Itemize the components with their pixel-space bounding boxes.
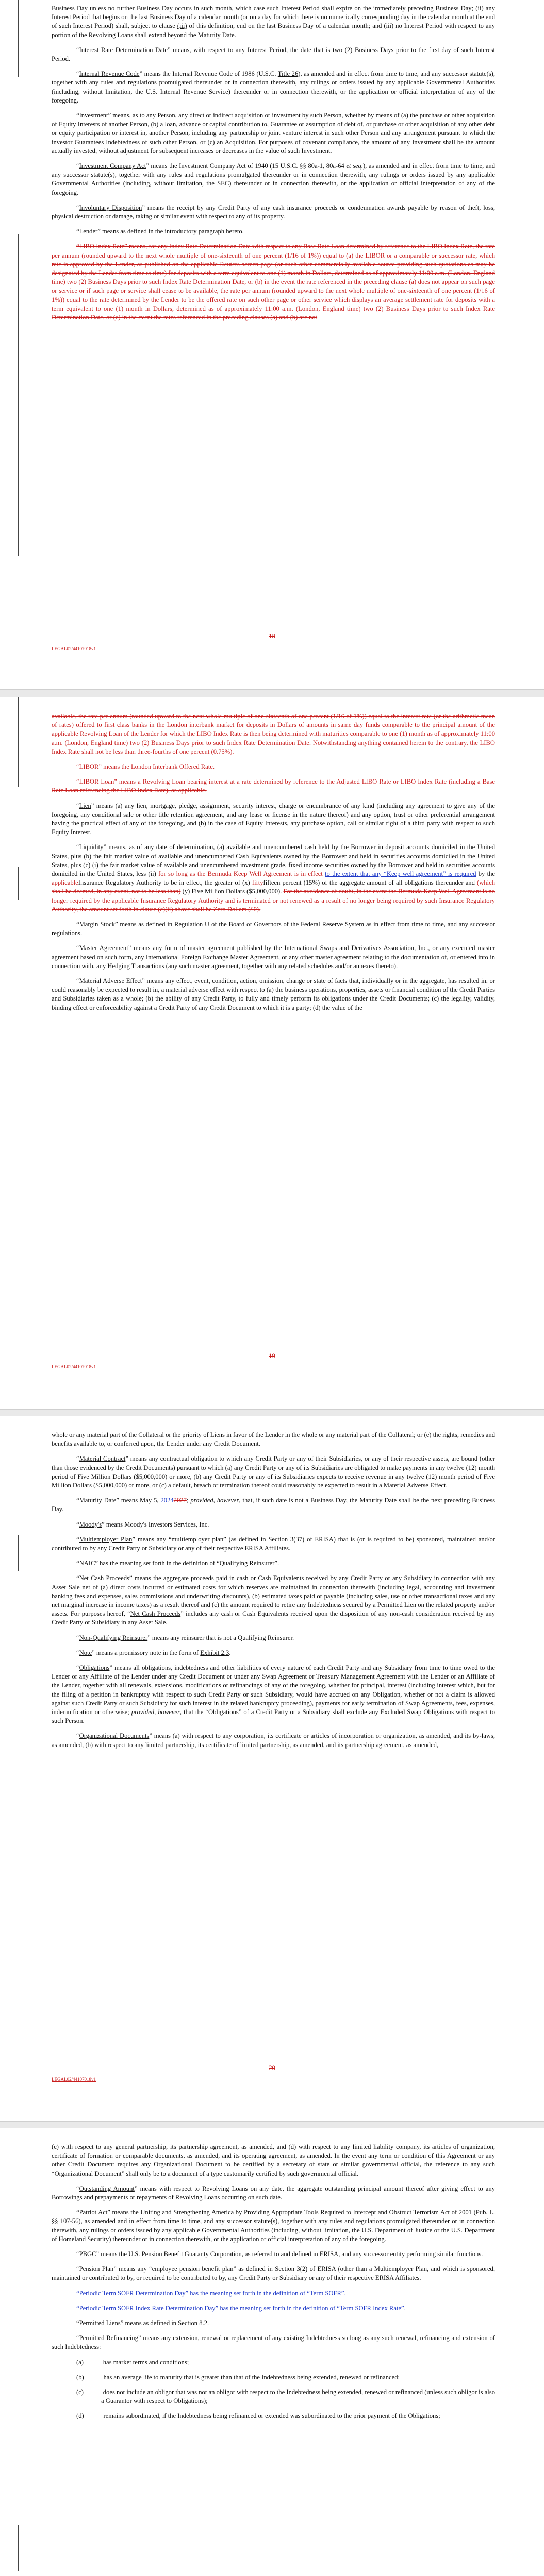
text-run: “ — [76, 1634, 79, 1641]
text-run: Title 26 — [277, 70, 299, 78]
text-run: ” means, as of any date of determination, (a) available and unencumbered cash held by the Borrower in deposit accounts domiciled in the United States, plus (b) the fair market value of available and unencumbered Cash Equivalents owned by the Borrower and held in securities accounts domiciled in the United States, plus (c) (i) the fair market value of available and unencumbered investment grade, fixed income securities owned by the Borrower and held in securities accounts domiciled in the United States, less (ii) — [52, 843, 495, 878]
text-run: (c) does not include an obligor that was not an obligor with respect to the Indebtedness being extended, renewed or refinanced (unless such obligor is also a Guarantor with respect to Obligations); — [76, 2388, 495, 2405]
text-run: “ — [76, 112, 79, 120]
change-bar — [18, 234, 19, 556]
inserted-text: 2024 — [160, 1497, 174, 1504]
paragraph — [52, 242, 495, 322]
text-run: Investment — [79, 112, 108, 120]
text-run: ” has the meaning set forth in the definition of “ — [95, 1560, 220, 1567]
deleted-text: “LIBOR Loan” means a Revolving Loan bearing interest at a rate determined by reference to the Adjusted LIBO Rate or LIBO Index Rate (including a Base Rate Loan referencing the LIBO Index Rate), as applicable. — [52, 778, 495, 794]
text-run: ), as amended and in effect from time to time, and any successor statute(s), together with any rules and regulations promulgated thereunder or in connection therewith, any rulings or orders issued by any applicable Governmental Authorities (including, without limitation, the SEC) thereunder or in connection therewith, or the application or official interpretation of any of the foregoing. — [52, 162, 496, 196]
text-run: ” includes any cash or Cash Equivalents received upon the disposition of any non-cash consideration received by any Credit Party or Subsidiary in any Asset Sale. — [52, 1610, 495, 1626]
page-number-deleted: 19 — [269, 1352, 275, 1360]
page-body — [52, 1431, 495, 1756]
paragraph — [52, 1559, 495, 1568]
inserted-text: “Periodic Term SOFR Determination Day” has the meaning set forth in the definition of “Term SOFR”. — [76, 2289, 346, 2297]
text-run: Maturity Date — [79, 1497, 117, 1504]
paragraph — [52, 1535, 495, 1553]
text-run: Multiemployer Plan — [79, 1535, 133, 1543]
text-run: Section 8.2 — [178, 2319, 207, 2327]
text-run: fifteen percent (15%) of the aggregate amount of all obligations thereunder and — [263, 879, 477, 887]
change-bar — [18, 2525, 19, 2571]
text-run: (c) with respect to any general partnership, its partnership agreement, as amended, and (d) with respect to any limited liability company, its articles of organization, certificate of formation or comparable documents, as amended, and its operating agreement, as amended. In the event any term or condition of this Agreement or any other Credit Document requires any Organizational Document to be certified by a secretary of state or similar governmental official, the reference to any such “Organizational Document” shall only be to a document of a type customarily certified by such governmental official. — [52, 2143, 495, 2177]
paragraph — [52, 204, 495, 221]
text-run: Involuntary Disposition — [79, 204, 142, 211]
text-run: “ — [76, 802, 79, 809]
deleted-text: available, the rate per annum (rounded upward to the next whole multiple of one-sixteenth of one percent (1/16 of 1%)) equal to the interest rate (or the arithmetic mean of rates) offered to first class banks in the London interbank market for deposits in Dollars of amounts in same day funds comparable to the principal amount of the applicable Revolving Loan of the Lender for which the LIBO Index Rate is then being determined with maturities comparable to one (1) month as of approximately 11:00 a.m. (London, England time) two (2) Business Days prior to such Index Rate Determination Date. Notwithstanding anything contained herein to the contrary, the LIBO Index Rate shall not be less than three-fourths of one percent (0.75%). — [52, 713, 495, 755]
text-run: . — [207, 2319, 209, 2327]
text-run: “ — [76, 46, 79, 54]
text-run: Net Cash Proceeds — [79, 1574, 129, 1582]
text-run: “ — [76, 1664, 79, 1672]
paragraph — [52, 2412, 495, 2420]
paragraph — [52, 777, 495, 795]
text-run: ” means the U.S. Pension Benefit Guaranty Corporation, as referred to and defined in ERISA, and any successor entity performing similar functions. — [96, 2250, 483, 2258]
paragraph — [52, 712, 495, 756]
text-run: “ — [76, 2265, 79, 2273]
deleted-text: (which shall be deemed, in any event, not to be less than) — [52, 879, 495, 895]
text-run: “ — [76, 1560, 79, 1567]
paragraph — [52, 1431, 495, 1448]
text-run: ” means a promissory note in the form of — [92, 1649, 201, 1656]
text-run: Exhibit 2.3 — [200, 1649, 229, 1656]
paragraph — [52, 46, 495, 63]
text-run: ” means the Internal Revenue Code of 1986 (U.S.C. — [139, 70, 278, 78]
text-run: by the — [476, 870, 495, 878]
text-run: , that, if such date is not a Business Day, the Maturity Date shall be the next preceding Business Day. — [52, 1497, 495, 1513]
strike-mark — [52, 851, 492, 928]
text-run: (iii) — [177, 22, 187, 30]
page-4 — [0, 2128, 544, 2576]
text-run: “ — [76, 1520, 79, 1528]
text-run: ” means the Investment Company Act of 1940 (15 U.S.C. §§ 80a-1, 80a-64 — [146, 162, 347, 170]
change-bar — [18, 867, 19, 900]
text-run: “ — [76, 162, 79, 170]
paragraph — [52, 977, 495, 1012]
text-run: ” means as defined in Regulation U of the Board of Governors of the Federal Reserve System as in effect from time to time, and any successor regulations. — [52, 921, 495, 937]
paragraph — [52, 227, 495, 236]
paragraph — [52, 2265, 495, 2282]
change-bar — [18, 1535, 19, 1571]
text-run: NAIC — [79, 1560, 95, 1567]
text-run: ” means all obligations, indebtedness and other liabilities of every nature of each Credit Party and any Subsidiary from time to time owed to the Lender or any Affiliate of the Lender under any Credit Document or under any Swap Agreement or Treasury Management Agreement with the Lender or an Affiliate of the Lender, together with all renewals, extensions, modifications or refinancings of any of the foregoing, whether for principal, interest (including interest which, but for the filing of a petition in bankruptcy with respect to such Credit Party or such Subsidiary, would have accrued on any Obligation, whether or not a claim is allowed against such Credit Party or such Subsidiary for such interest in the related bankruptcy proceeding), payments for early termination of Swap Agreements, fees, expenses, indemnification or otherwise; — [52, 1664, 495, 1716]
text-run: Obligations — [79, 1664, 110, 1672]
text-run: Master Agreement — [79, 944, 128, 952]
paragraph — [52, 2334, 495, 2351]
document-id-footer: LEGAL02/44107018v1 — [52, 1364, 96, 1369]
paragraph — [52, 2388, 495, 2405]
deleted-text: “LIBO Index Rate” means, for any Index Rate Determination Date with respect to any Base Rate Loan determined by reference to the LIBO Index Rate, the rate per annum (rounded upward to the next whole multiple of one-sixteenth of one percent (1/16 of 1%)) equal to (a) the LIBOR or a comparable or successor rate, which rate is approved by the Lender, as published on the applicable Reuters screen page (or such other commercially available source providing such quotations as may be designated by the Lender from time to time) for deposits with a term equivalent to one (1) month in Dollars, determined as of approximately 11:00 a.m. (London, England time) two (2) Business Days prior to such Index Rate Determination Date, or (b) in the event the rate referenced in the preceding clause (a) does not appear on such page or service or if such page or service shall cease to be available, the rate per annum (rounded upward to the next whole multiple of one-sixteenth of one percent (1/16 of 1%)) equal to the rate determined by the Lender to be the offered rate on such other page or other service which displays an average settlement rate for deposits with a term equivalent to one (1) month in Dollars, determined as of approximately 11:00 a.m. (London, England time) two (2) Business Days prior to such Index Rate Determination Date, or (c) in the event the rates referenced in the preceding clauses (a) and (b) are not — [52, 243, 495, 321]
text-run: (d) remains subordinated, if the Indebtedness being refinanced or extended was subordinated to the prior payment of the Obligations; — [76, 2412, 440, 2420]
text-run: ” means Moody's Investors Services, Inc. — [102, 1520, 209, 1528]
text-run: ” means as defined in the introductory paragraph hereto. — [97, 228, 244, 235]
text-run: of this definition, end on the last Business Day of a calendar month; and (iii) no Interest Period with respect to any portion of the Revolving Loans shall extend beyond the Maturity Date. — [52, 22, 496, 39]
deleted-text: fifty — [252, 879, 263, 887]
paragraph — [52, 1496, 495, 1514]
text-run: ” means the aggregate proceeds paid in cash or Cash Equivalents received by any Credit Party or any Subsidiary in connection with any Asset Sale net of (a) direct costs incurred or estimated costs for which reserves are maintained in connection therewith (including legal, accounting and investment banking fees and expenses, sales commissions and underwriting discounts), (b) estimated taxes paid or payable (including sales, use or other transactional taxes and any net marginal increase in income taxes) as a result thereof and (c) the amount required to retire any Indebtedness secured by a Permitted Lien on the related property and/or assets. For purposes hereof, “ — [52, 1574, 495, 1618]
text-run: ” means the receipt by any Credit Party of any cash insurance proceeds or condemnation awards payable by reason of theft, loss, physical destruction or damage, taking or similar event with respect to any of its property. — [52, 204, 495, 221]
text-run: provided — [190, 1497, 213, 1504]
text-run: “ — [76, 70, 79, 78]
paragraph — [52, 2184, 495, 2202]
text-run: (b) has an average life to maturity that is greater than that of the Indebtedness being extended, renewed or refinanced; — [76, 2373, 400, 2381]
paragraph — [52, 1634, 495, 1642]
text-run: “ — [76, 1574, 79, 1582]
text-run: “ — [76, 2250, 79, 2258]
text-run: ” means any “multiemployer plan” (as defined in Section 3(37) of ERISA) that is (or is required to be) sponsored, maintained and/or contributed to by any Credit Party or Subsidiary or any of their respective ERISA Affiliates. — [52, 1535, 495, 1552]
text-run: provided — [131, 1708, 155, 1716]
paragraph — [52, 2319, 495, 2328]
deleted-text: “LIBOR” means the London Interbank Offered Rate. — [76, 763, 215, 771]
text-run: ”. — [274, 1560, 279, 1567]
text-run: “ — [76, 228, 79, 235]
paragraph — [52, 762, 495, 771]
deleted-text: 2027 — [173, 1497, 187, 1504]
page-body — [52, 4, 495, 328]
paragraph — [52, 2358, 495, 2367]
paragraph — [52, 1454, 495, 1490]
change-bar — [18, 0, 19, 77]
paragraph — [52, 1732, 495, 1749]
text-run: Permitted Refinancing — [79, 2334, 138, 2342]
text-run: , — [213, 1497, 217, 1504]
paragraph — [52, 1649, 495, 1657]
text-run: ” means (a) any lien, mortgage, pledge, assignment, security interest, charge or encumbrance of any kind (including any agreement to give any of the foregoing, any conditional sale or other title retention agreement, and any lease or license in the nature thereof) and any option, trust or other preferential arrangement having the practical effect of any of the foregoing, and (b) in the case of Equity Interests, any purchase option, call or similar right of a third party with respect to such Equity Interest. — [52, 802, 495, 836]
text-run: Qualifying Reinsurer — [219, 1560, 275, 1567]
text-run: ” means May 5, — [116, 1497, 161, 1504]
text-run: “ — [76, 1732, 79, 1740]
text-run: “ — [76, 1497, 79, 1504]
deleted-text: applicable — [52, 879, 78, 887]
paragraph — [52, 944, 495, 971]
change-bar — [18, 697, 19, 787]
text-run: Material Contract — [79, 1455, 126, 1463]
inserted-text: to the extent that any “Keep well agreement” is required — [325, 870, 476, 878]
deleted-text: for so long as the Bermuda Keep Well Agreement is in effect — [158, 870, 323, 878]
paragraph — [52, 2143, 495, 2178]
text-run: Permitted Liens — [79, 2319, 121, 2327]
text-run: ; — [186, 1497, 191, 1504]
paragraph — [52, 162, 495, 197]
text-run: Note — [79, 1649, 92, 1656]
paragraph — [52, 111, 495, 156]
text-run: Outstanding Amount — [79, 2184, 135, 2192]
paragraph — [52, 802, 495, 837]
paragraph — [52, 1664, 495, 1725]
paragraph — [52, 70, 495, 105]
text-run: Investment Company Act — [79, 162, 146, 170]
paragraph — [52, 1520, 495, 1529]
text-run: “ — [76, 1535, 79, 1543]
page-number-deleted: 18 — [269, 633, 275, 640]
text-run: Insurance Regulatory Authority to be in effect, the greater of (x) — [78, 879, 252, 887]
text-run: Interest Rate Determination Date — [79, 46, 168, 54]
text-run: , that the “Obligations” of a Credit Party or a Subsidiary shall exclude any Excluded Swap Obligations with respect to such Person. — [52, 1708, 495, 1725]
text-run: Lien — [79, 802, 91, 809]
page-2 — [0, 697, 544, 1409]
text-run: whole or any material part of the Collateral or the priority of Liens in favor of the Lender in the whole or any material part of the Collateral; or (e) the rights, remedies and benefits available to, or conferred upon, the Lender under any Credit Document. — [52, 1431, 495, 1448]
text-run: ” means the Uniting and Strengthening America by Providing Appropriate Tools Required to Intercept and Obstruct Terrorism Act of 2001 (Pub. L. §§ 107-56), as amended and in effect from time to time, and any successor statute(s), together with any rules and regulations promulgated thereunder or in connection therewith, any rulings or orders issued by any applicable Governmental Authorities (including, without limitation, the U.S. Department of Justice or the U.S. Department of Homeland Security) thereunder or in connection therewith, or the application or official interpretation of any of the foregoing. — [52, 2209, 495, 2243]
inserted-text: “Periodic Term SOFR Index Rate Determination Day” has the meaning set forth in the definition of “Term SOFR Index Rate”. — [76, 2304, 406, 2312]
text-run: however — [217, 1497, 239, 1504]
text-run: Non-Qualifying Reinsurer — [79, 1634, 148, 1641]
text-run: however — [158, 1708, 180, 1716]
paragraph — [52, 1574, 495, 1627]
text-run: ” means any reinsurer that is not a Qualifying Reinsurer. — [147, 1634, 294, 1641]
text-run: Internal Revenue Code — [79, 70, 140, 78]
text-run: ” means as defined in — [120, 2319, 178, 2327]
page-3 — [0, 1416, 544, 2121]
document-id-footer: LEGAL02/44107018v1 — [52, 2077, 96, 2082]
text-run: “ — [76, 944, 79, 952]
paragraph — [52, 2304, 495, 2313]
text-run: ” means any “employee pension benefit plan” as defined in Section 3(2) of ERISA (other than a Multiemployer Plan, and which is sponsored, maintained or contributed to by, or required to be contributed to by, any Credit Party or Subsidiary or any of their respective ERISA Affiliates. — [52, 2265, 495, 2282]
deleted-text: For the avoidance of doubt, in the event the Bermuda Keep Well Agreement is no longer required by the applicable Insurance Regulatory Authority and is terminated or not renewed as a result of no longer being required by such Insurance Regulatory Authority, the amount set forth in clause (c)(ii) above shall be Zero Dollars ($0). — [52, 888, 496, 913]
text-run: et seq. — [346, 162, 363, 170]
text-run: Material Adverse Effect — [79, 977, 142, 985]
text-run: ), as amended and in effect from time to time, and any successor statute(s), together with any rules and regulations promulgated thereunder or in connection therewith, any rulings or orders issued by any applicable Governmental Authorities (including, without limitation, the U.S. Internal Revenue Service) thereunder or in connection therewith, or the application or official interpretation of any of the foregoing. — [52, 70, 495, 104]
text-run: “ — [76, 2184, 79, 2192]
text-run: “ — [76, 2319, 79, 2327]
text-run: Patriot Act — [79, 2209, 108, 2216]
text-run: (a) has market terms and conditions; — [76, 2358, 189, 2366]
text-run: Lender — [79, 228, 98, 235]
text-run: Organizational Documents — [79, 1732, 150, 1740]
page-number-deleted: 20 — [269, 2064, 275, 2072]
page-body — [52, 2143, 495, 2427]
text-run: ” means with respect to Revolving Loans on any date, the aggregate outstanding principal amount thereof after giving effect to any Borrowings and prepayments or repayments of Revolving Loans occurring on such date. — [52, 2184, 495, 2201]
text-run: ” means any contractual obligation to which any Credit Party or any of their Subsidiaries, or any of their respective assets, are bound (other than those evidenced by the Credit Documents) pursuant to which (a) any Credit Party or any of its Subsidiaries are obligated to make payments in any twelve (12) month period of Five Million Dollars ($5,000,000) or more, (b) any Credit Party or any of its Subsidiaries expects to receive revenue in any twelve (12) month period of Five Million Dollars ($5,000,000) or more, or (c) a default, breach or termination thereof could reasonably be expected to result in a Material Adverse Effect. — [52, 1455, 495, 1489]
text-run: PBGC — [79, 2250, 96, 2258]
text-run: “ — [76, 1455, 79, 1463]
text-run: “ — [76, 204, 79, 211]
text-run: ” means any extension, renewal or replacement of any existing Indebtedness so long as any such renewal, refinancing and extension of such Indebtedness: — [52, 2334, 495, 2351]
text-run: ” means, with respect to any Interest Period, the date that is two (2) Business Days prior to the first day of such Interest Period. — [52, 46, 495, 63]
text-run: Margin Stock — [79, 921, 115, 928]
text-run: Liquidity — [79, 843, 104, 851]
text-run: “ — [76, 1649, 79, 1656]
page-number — [0, 633, 544, 640]
text-run: ” means any form of master agreement published by the International Swaps and Derivatives Association, Inc., or any executed master agreement based on such form, any International Foreign Exchange Master Agreement, or any other master agreement relating to the documentation of, or entered into in connection with, any Hedging Transactions (any such master agreement, together with any related schedules and/or annexes thereto). — [52, 944, 495, 970]
paragraph — [52, 4, 495, 40]
text-run: Net Cash Proceeds — [130, 1610, 181, 1618]
text-run: Moody's — [79, 1520, 102, 1528]
paragraph — [52, 2289, 495, 2298]
page-number — [0, 1352, 544, 1360]
paragraph — [52, 2250, 495, 2259]
text-run: “ — [76, 977, 79, 985]
text-run: “ — [76, 2209, 79, 2216]
text-run: “ — [76, 921, 79, 928]
text-run: ” means (a) with respect to any corporation, its certificate or articles of incorporation or organization, as amended, and its by-laws, as amended, (b) with respect to any limited partnership, its certificate of limited partnership, as amended, and its partnership agreement, as amended, — [52, 1732, 495, 1749]
text-run: “ — [76, 2334, 79, 2342]
page-number — [0, 2064, 544, 2072]
paragraph — [52, 2373, 495, 2382]
text-run: ” means any effect, event, condition, action, omission, change or state of facts that, individually or in the aggregate, has resulted in, or could reasonably be expected to result in, a material adverse effect with respect to (a) the business operations, properties, assets or financial condition of the Credit Parties and Subsidiaries taken as a whole; (b) the ability of any Credit Party, to fully and timely perform its obligations under the Credit Documents; (c) the legality, validity, binding effect or enforceability against a Credit Party of any Credit Document to which it is a party; (d) the value of the — [52, 977, 495, 1011]
text-run: “ — [76, 843, 79, 851]
text-run: . — [229, 1649, 231, 1656]
text-run: Business Day unless no further Business Day occurs in such month, which case such Interest Period shall expire on the immediately preceding Business Day; (ii) any Interest Period that begins on the last Business Day of a calendar month (or on a day for which there is no numerically corresponding day in the calendar month at the end of such Interest Period) shall, subject to clause — [52, 5, 495, 30]
text-run: Pension Plan — [79, 2265, 114, 2273]
text-run: (y) Five Million Dollars ($5,000,000). — [180, 888, 284, 895]
page-1 — [0, 0, 544, 689]
document-id-footer: LEGAL02/44107018v1 — [52, 646, 96, 651]
paragraph — [52, 2208, 495, 2244]
text-run: , — [154, 1708, 158, 1716]
text-run: ” means, as to any Person, any direct or indirect acquisition or investment by such Person, whether by means of (a) the purchase or other acquisition of Equity Interests of another Person, (b) a loan, advance or capital contribution to, Guarantee or assumption of debt of, or purchase or other acquisition of any other debt or equity participation or interest in, another Person, including any partnership or joint venture interest in such other Person and any arrangement pursuant to which the investor Guarantees Indebtedness of such other Person, or (c) an Acquisition. For purposes of covenant compliance, the amount of any Investment shall be the amount actually invested, without adjustment for subsequent increases or decreases in the value of such Investment. — [52, 112, 495, 155]
